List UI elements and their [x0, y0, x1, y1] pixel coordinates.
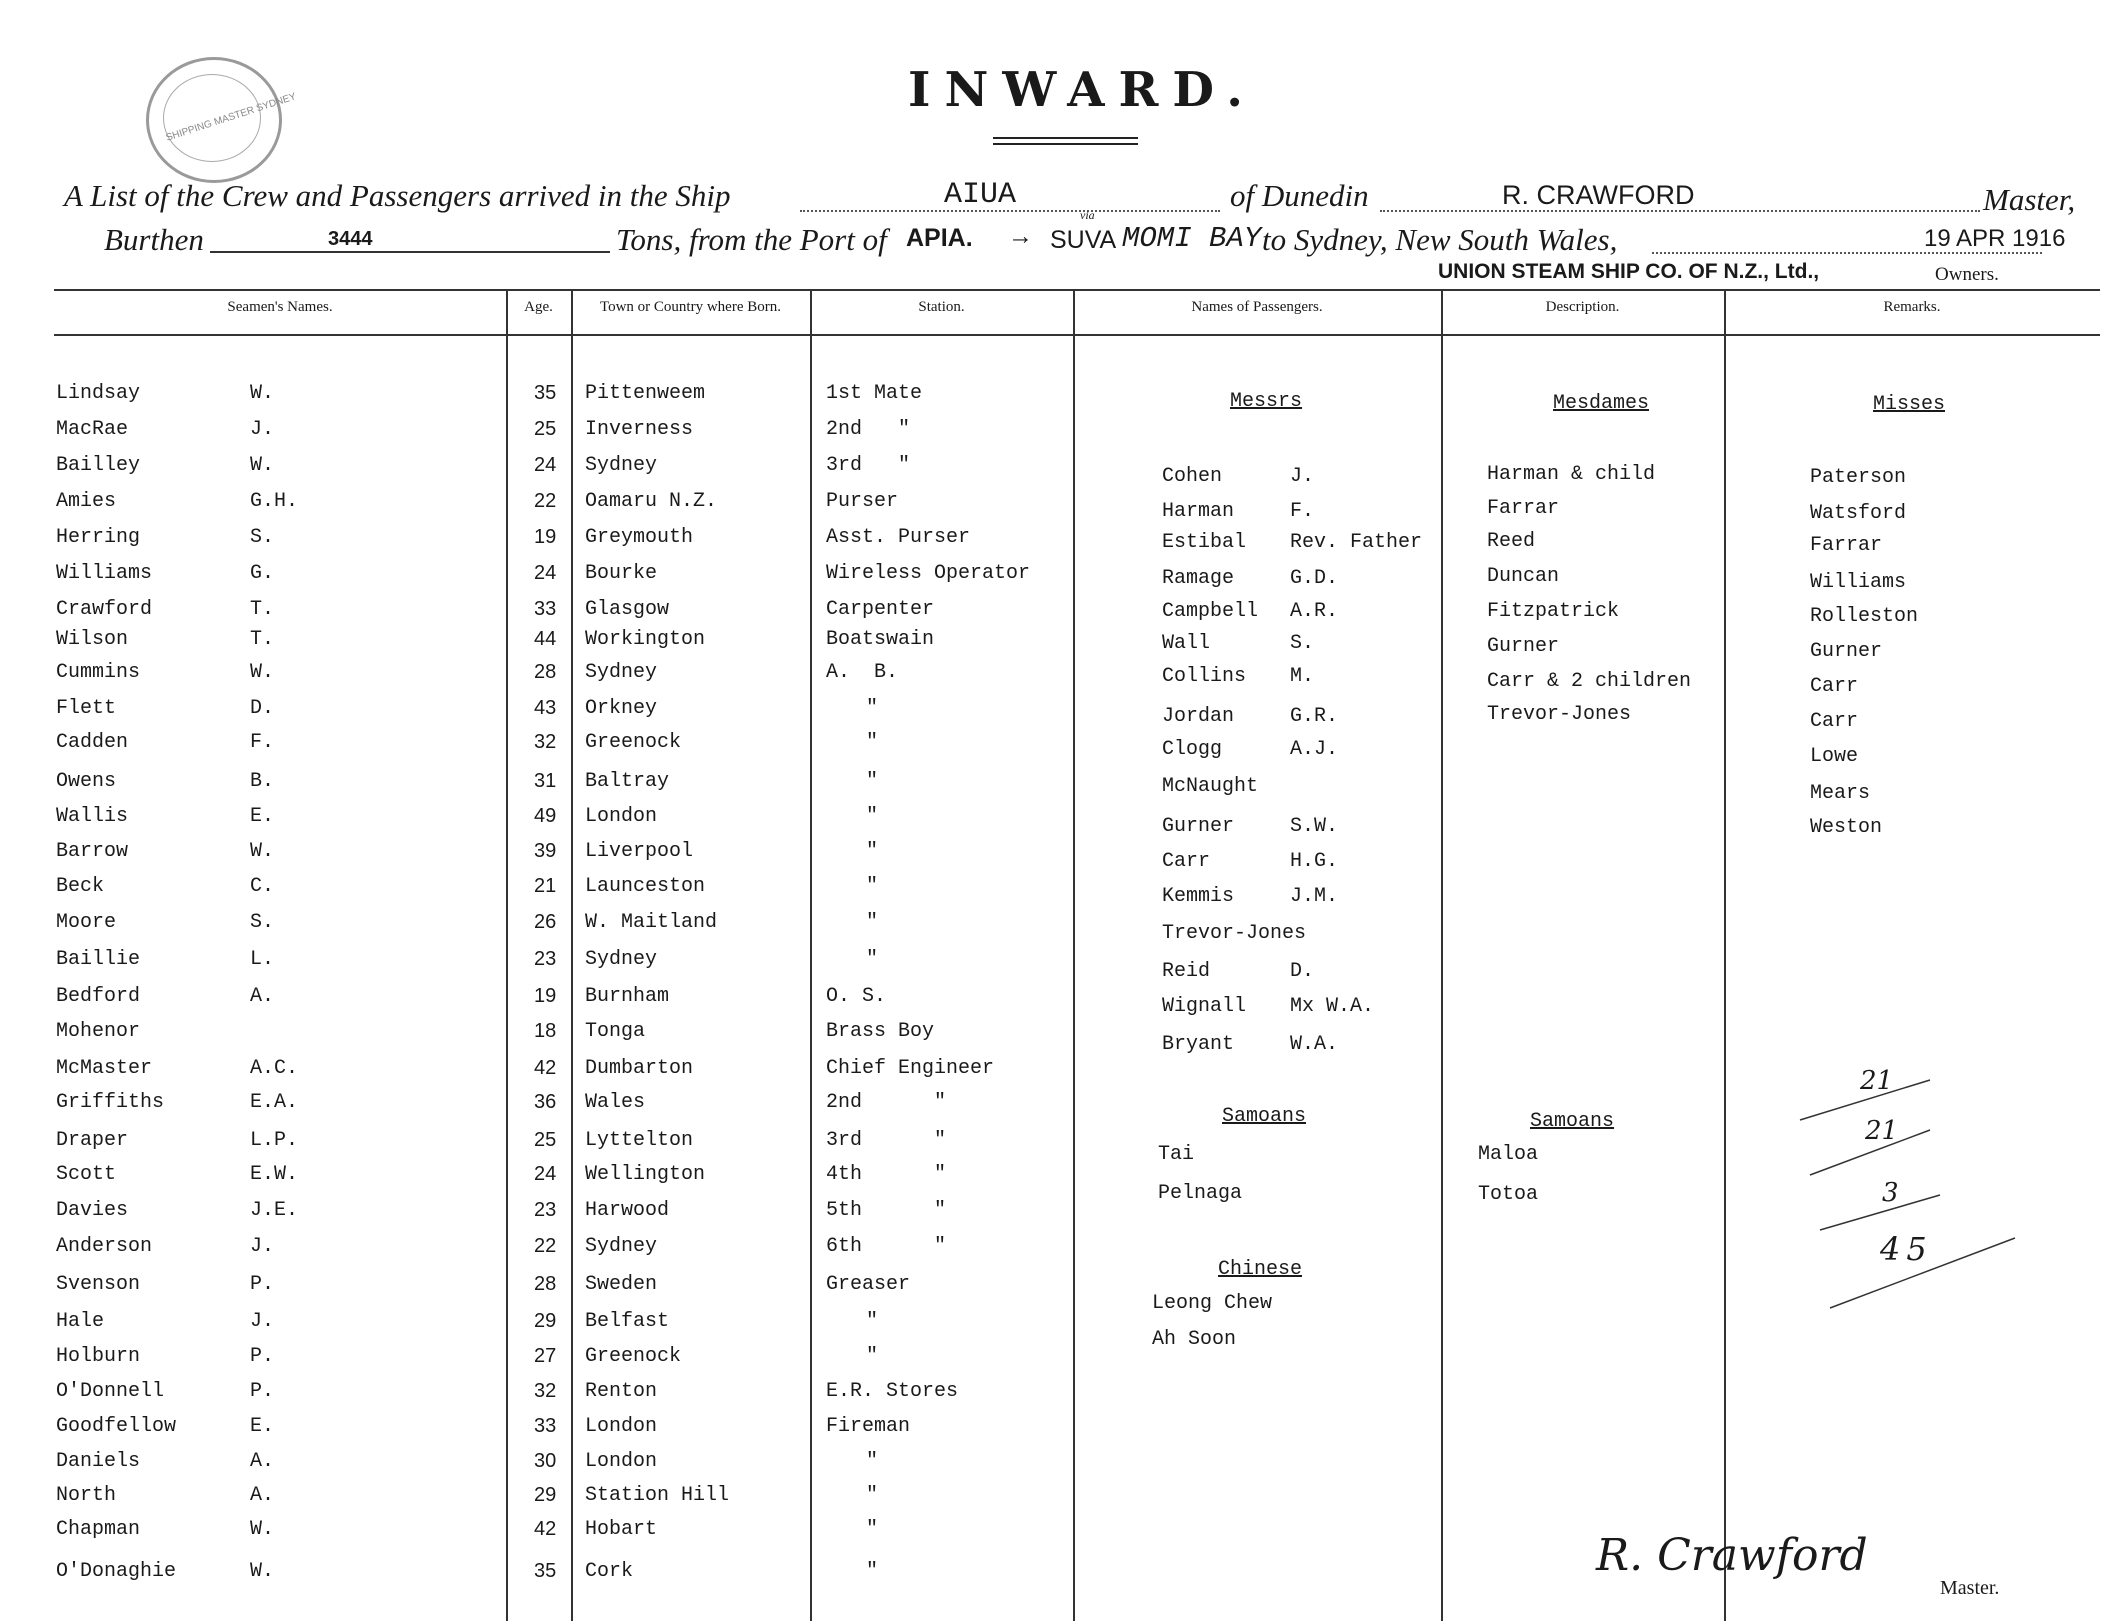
- crew-initial: W.: [250, 1560, 275, 1583]
- mesdames-passenger-name: Reed: [1487, 530, 1536, 553]
- crew-birthplace: Sweden: [585, 1273, 658, 1296]
- misses-passenger-name: Carr: [1810, 675, 1859, 698]
- crew-birthplace: Wellington: [585, 1163, 706, 1186]
- crew-birthplace: Belfast: [585, 1310, 670, 1333]
- crew-surname: Barrow: [56, 840, 129, 863]
- misses-passenger-name: Watsford: [1810, 502, 1907, 525]
- crew-surname: Scott: [56, 1163, 117, 1186]
- crew-surname: Flett: [56, 697, 117, 720]
- mesdames-passenger-name: Duncan: [1487, 565, 1560, 588]
- crew-initial: P.: [250, 1345, 275, 1368]
- crew-initial: P.: [250, 1380, 275, 1403]
- chinese-passenger-name: Leong Chew: [1152, 1292, 1273, 1315]
- crew-station: ": [866, 1345, 879, 1368]
- crew-initial: W.: [250, 840, 275, 863]
- mesdames-passenger-name: Harman & child: [1487, 463, 1656, 486]
- crew-surname: Chapman: [56, 1518, 141, 1541]
- title-rule-top: [993, 137, 1138, 139]
- mesdames-passenger-name: Farrar: [1487, 497, 1560, 520]
- crew-station: E.R. Stores: [826, 1380, 959, 1403]
- samoan-passenger-name: Pelnaga: [1158, 1182, 1243, 1205]
- messrs-passenger-name: Carr: [1162, 850, 1211, 873]
- crew-initial: S.: [250, 911, 275, 934]
- crew-birthplace: Baltray: [585, 770, 670, 793]
- crew-age: 29: [534, 1484, 557, 1506]
- col-divider-passengers: [1073, 290, 1075, 1621]
- crew-age: 23: [534, 948, 557, 970]
- misses-passenger-name: Carr: [1810, 710, 1859, 733]
- crew-initial: J.: [250, 1235, 275, 1258]
- crew-station: ": [866, 875, 879, 898]
- col-divider-description: [1441, 290, 1443, 1621]
- port-from: APIA.: [906, 224, 973, 252]
- crew-surname: Davies: [56, 1199, 129, 1222]
- crew-station: Fireman: [826, 1415, 911, 1438]
- crew-birthplace: Orkney: [585, 697, 658, 720]
- crew-age: 19: [534, 526, 557, 548]
- crew-birthplace: Workington: [585, 628, 706, 651]
- tally-value-3: 3: [1882, 1178, 1899, 1208]
- mesdames-heading: Mesdames: [1553, 392, 1650, 415]
- mesdames-passenger-name: Fitzpatrick: [1487, 600, 1620, 623]
- crew-initial: A.: [250, 1450, 275, 1473]
- crew-initial: W.: [250, 661, 275, 684]
- crew-station: 4th ": [826, 1163, 947, 1186]
- crew-surname: Cummins: [56, 661, 141, 684]
- crew-birthplace: Cork: [585, 1560, 634, 1583]
- crew-birthplace: Station Hill: [585, 1484, 730, 1507]
- crew-initial: D.: [250, 697, 275, 720]
- crew-initial: A.: [250, 985, 275, 1008]
- crew-birthplace: London: [585, 805, 658, 828]
- crew-station: ": [866, 840, 879, 863]
- crew-age: 39: [534, 840, 557, 862]
- crew-station: 5th ": [826, 1199, 947, 1222]
- title-rule-bottom: [993, 143, 1138, 145]
- crew-age: 33: [534, 598, 557, 620]
- crew-initial: E.: [250, 1415, 275, 1438]
- col-divider-station: [810, 290, 812, 1621]
- misses-passenger-name: Paterson: [1810, 466, 1907, 489]
- crew-age: 31: [534, 770, 557, 792]
- crew-birthplace: Tonga: [585, 1020, 646, 1043]
- route-arrow: →: [1008, 222, 1033, 250]
- misses-passenger-name: Gurner: [1810, 640, 1883, 663]
- col-head-passengers: Names of Passengers.: [1191, 299, 1323, 315]
- crew-age: 43: [534, 697, 557, 719]
- crew-surname: Mohenor: [56, 1020, 141, 1043]
- crew-surname: Wilson: [56, 628, 129, 651]
- owners-name: UNION STEAM SHIP CO. OF N.Z., Ltd.,: [1438, 260, 1820, 283]
- crew-age: 18: [534, 1020, 557, 1042]
- crew-station: O. S.: [826, 985, 887, 1008]
- messrs-passenger-name: Wignall: [1162, 995, 1247, 1018]
- of-port-label: of Dunedin: [1230, 178, 1369, 213]
- crew-age: 23: [534, 1199, 557, 1221]
- crew-initial: T.: [250, 628, 275, 651]
- col-head-age: Age.: [524, 299, 553, 315]
- crew-station: Wireless Operator: [826, 562, 1031, 585]
- messrs-passenger-initial: A.R.: [1290, 600, 1339, 623]
- crew-age: 25: [534, 418, 557, 440]
- crew-birthplace: W. Maitland: [585, 911, 718, 934]
- crew-initial: A.: [250, 1484, 275, 1507]
- master-signature: R. Crawford: [1596, 1530, 1868, 1581]
- col-divider-age: [506, 290, 508, 1621]
- messrs-passenger-initial: M.: [1290, 665, 1315, 688]
- crew-surname: O'Donnell: [56, 1380, 165, 1403]
- crew-birthplace: Pittenweem: [585, 382, 706, 405]
- crew-station: 3rd ": [826, 1129, 947, 1152]
- to-sydney-label: to Sydney, New South Wales,: [1262, 222, 1618, 257]
- crew-initial: W.: [250, 1518, 275, 1541]
- mesdames-passenger-name: Trevor-Jones: [1487, 703, 1632, 726]
- crew-birthplace: Burnham: [585, 985, 670, 1008]
- messrs-passenger-name: Estibal: [1162, 531, 1247, 554]
- misses-passenger-name: Farrar: [1810, 534, 1883, 557]
- crew-age: 24: [534, 454, 557, 476]
- crew-station: Purser: [826, 490, 899, 513]
- master-label: Master,: [1983, 182, 2076, 217]
- crew-station: Chief Engineer: [826, 1057, 995, 1080]
- crew-age: 27: [534, 1345, 557, 1367]
- crew-surname: Draper: [56, 1129, 129, 1152]
- misses-passenger-name: Weston: [1810, 816, 1883, 839]
- via-note: via: [1080, 208, 1095, 222]
- crew-initial: T.: [250, 598, 275, 621]
- crew-initial: E.: [250, 805, 275, 828]
- ship-name: AIUA: [944, 178, 1017, 212]
- crew-initial: S.: [250, 526, 275, 549]
- crew-surname: Lindsay: [56, 382, 141, 405]
- crew-surname: MacRae: [56, 418, 129, 441]
- crew-initial: E.A.: [250, 1091, 299, 1114]
- crew-birthplace: Greenock: [585, 1345, 682, 1368]
- crew-birthplace: Renton: [585, 1380, 658, 1403]
- crew-birthplace: London: [585, 1415, 658, 1438]
- crew-birthplace: Liverpool: [585, 840, 694, 863]
- burthen-label: Burthen: [104, 222, 204, 257]
- messrs-passenger-name: Gurner: [1162, 815, 1235, 838]
- col-divider-born: [571, 290, 573, 1621]
- crew-birthplace: Oamaru N.Z.: [585, 490, 718, 513]
- crew-initial: J.E.: [250, 1199, 299, 1222]
- messrs-passenger-initial: J.: [1290, 465, 1315, 488]
- crew-age: 36: [534, 1091, 557, 1113]
- crew-station: Carpenter: [826, 598, 935, 621]
- crew-birthplace: Hobart: [585, 1518, 658, 1541]
- port-suva: SUVA: [1050, 226, 1117, 254]
- col-head-born: Town or Country where Born.: [599, 299, 781, 315]
- tons-label: Tons, from the Port of: [616, 222, 887, 257]
- crew-surname: Amies: [56, 490, 117, 513]
- crew-station: ": [866, 948, 879, 971]
- crew-birthplace: Glasgow: [585, 598, 670, 621]
- crew-station: Boatswain: [826, 628, 935, 651]
- crew-surname: Daniels: [56, 1450, 141, 1473]
- crew-birthplace: Harwood: [585, 1199, 670, 1222]
- crew-station: ": [866, 697, 879, 720]
- crew-station: 1st Mate: [826, 382, 923, 405]
- chinese-heading: Chinese: [1218, 1258, 1303, 1281]
- crew-station: ": [866, 731, 879, 754]
- messrs-passenger-initial: F.: [1290, 500, 1315, 523]
- crew-initial: C.: [250, 875, 275, 898]
- crew-station: 2nd ": [826, 418, 911, 441]
- crew-birthplace: Sydney: [585, 948, 658, 971]
- crew-initial: J.: [250, 1310, 275, 1333]
- crew-surname: Bedford: [56, 985, 141, 1008]
- crew-surname: Griffiths: [56, 1091, 165, 1114]
- crew-birthplace: Sydney: [585, 454, 658, 477]
- crew-birthplace: Greymouth: [585, 526, 694, 549]
- crew-age: 32: [534, 731, 557, 753]
- messrs-passenger-name: Harman: [1162, 500, 1235, 523]
- misses-passenger-name: Lowe: [1810, 745, 1859, 768]
- messrs-passenger-name: Reid: [1162, 960, 1211, 983]
- crew-initial: J.: [250, 418, 275, 441]
- crew-station: ": [866, 911, 879, 934]
- crew-surname: Moore: [56, 911, 117, 934]
- crew-age: 24: [534, 1163, 557, 1185]
- tons-value: 3444: [328, 228, 373, 250]
- crew-station: ": [866, 1310, 879, 1333]
- crew-surname: Bailley: [56, 454, 141, 477]
- signature-master-label: Master.: [1940, 1577, 2000, 1599]
- messrs-passenger-name: Wall: [1162, 632, 1211, 655]
- tally-block: [1790, 1060, 2020, 1320]
- crew-initial: G.H.: [250, 490, 299, 513]
- crew-birthplace: Lyttelton: [585, 1129, 694, 1152]
- crew-initial: F.: [250, 731, 275, 754]
- crew-age: 42: [534, 1057, 557, 1079]
- messrs-passenger-name: Bryant: [1162, 1033, 1235, 1056]
- crew-initial: B.: [250, 770, 275, 793]
- chinese-passenger-name: Ah Soon: [1152, 1328, 1237, 1351]
- crew-initial: P.: [250, 1273, 275, 1296]
- crew-age: 28: [534, 661, 557, 683]
- crew-surname: Wallis: [56, 805, 129, 828]
- col-head-station: Station.: [918, 299, 965, 315]
- crew-station: 6th ": [826, 1235, 947, 1258]
- table-top-rule: [54, 289, 2100, 291]
- crew-age: 35: [534, 382, 557, 404]
- crew-station: ": [866, 1560, 879, 1583]
- samoan-description-name: Totoa: [1478, 1183, 1539, 1206]
- crew-surname: Goodfellow: [56, 1415, 177, 1438]
- crew-age: 42: [534, 1518, 557, 1540]
- crew-age: 26: [534, 911, 557, 933]
- messrs-passenger-initial: G.D.: [1290, 567, 1339, 590]
- messrs-passenger-name: Clogg: [1162, 738, 1223, 761]
- crew-surname: Williams: [56, 562, 153, 585]
- crew-birthplace: Sydney: [585, 661, 658, 684]
- messrs-passenger-initial: S.: [1290, 632, 1315, 655]
- messrs-passenger-initial: D.: [1290, 960, 1315, 983]
- stamp-text: SHIPPING MASTER SYDNEY: [164, 91, 298, 144]
- mesdames-passenger-name: Carr & 2 children: [1487, 670, 1692, 693]
- crew-initial: A.C.: [250, 1057, 299, 1080]
- samoan-passenger-name: Tai: [1158, 1143, 1195, 1166]
- messrs-passenger-initial: W.A.: [1290, 1033, 1339, 1056]
- crew-age: 21: [534, 875, 557, 897]
- crew-surname: North: [56, 1484, 117, 1507]
- crew-initial: G.: [250, 562, 275, 585]
- crew-surname: McMaster: [56, 1057, 153, 1080]
- crew-birthplace: Dumbarton: [585, 1057, 694, 1080]
- crew-surname: Anderson: [56, 1235, 153, 1258]
- messrs-passenger-name: Kemmis: [1162, 885, 1235, 908]
- samoans-heading-description: Samoans: [1530, 1110, 1615, 1133]
- crew-initial: L.: [250, 948, 275, 971]
- owners-label: Owners.: [1935, 264, 1999, 285]
- tally-value-1: 21: [1860, 1066, 1894, 1096]
- crew-birthplace: Launceston: [585, 875, 706, 898]
- crew-surname: Crawford: [56, 598, 153, 621]
- crew-age: 30: [534, 1450, 557, 1472]
- messrs-passenger-name: Campbell: [1162, 600, 1259, 623]
- messrs-passenger-initial: Rev. Father: [1290, 531, 1423, 554]
- tally-strokes: [1790, 1060, 2020, 1320]
- crew-age: 28: [534, 1273, 557, 1295]
- crew-surname: Cadden: [56, 731, 129, 754]
- crew-surname: O'Donaghie: [56, 1560, 177, 1583]
- crew-age: 22: [534, 490, 557, 512]
- master-name: R. CRAWFORD: [1502, 180, 1695, 210]
- crew-birthplace: Inverness: [585, 418, 694, 441]
- crew-age: 24: [534, 562, 557, 584]
- messrs-passenger-name: Ramage: [1162, 567, 1235, 590]
- messrs-passenger-name: McNaught: [1162, 775, 1259, 798]
- misses-passenger-name: Rolleston: [1810, 605, 1919, 628]
- crew-age: 33: [534, 1415, 557, 1437]
- port-momi: MOMI BAY: [1122, 222, 1262, 255]
- crew-station: ": [866, 1518, 879, 1541]
- messrs-passenger-name: Cohen: [1162, 465, 1223, 488]
- messrs-heading: Messrs: [1230, 390, 1303, 413]
- crew-birthplace: Greenock: [585, 731, 682, 754]
- mesdames-passenger-name: Gurner: [1487, 635, 1560, 658]
- samoan-description-name: Maloa: [1478, 1143, 1539, 1166]
- crew-birthplace: London: [585, 1450, 658, 1473]
- tally-value-4: 45: [1880, 1230, 1933, 1268]
- arrival-date: 19 APR 1916: [1924, 225, 2066, 252]
- messrs-passenger-initial: G.R.: [1290, 705, 1339, 728]
- misses-passenger-name: Williams: [1810, 571, 1907, 594]
- misses-passenger-name: Mears: [1810, 782, 1871, 805]
- crew-station: ": [866, 770, 879, 793]
- crew-station: Greaser: [826, 1273, 911, 1296]
- messrs-passenger-initial: S.W.: [1290, 815, 1339, 838]
- messrs-passenger-initial: Mx W.A.: [1290, 995, 1375, 1018]
- crew-station: ": [866, 1484, 879, 1507]
- messrs-passenger-initial: A.J.: [1290, 738, 1339, 761]
- crew-age: 25: [534, 1129, 557, 1151]
- messrs-passenger-name: Trevor-Jones: [1162, 922, 1307, 945]
- crew-birthplace: Wales: [585, 1091, 646, 1114]
- page-title: INWARD.: [908, 62, 1257, 118]
- crew-age: 19: [534, 985, 557, 1007]
- crew-initial: L.P.: [250, 1129, 299, 1152]
- crew-station: A. B.: [826, 661, 899, 684]
- crew-surname: Holburn: [56, 1345, 141, 1368]
- crew-age: 32: [534, 1380, 557, 1402]
- crew-station: 2nd ": [826, 1091, 947, 1114]
- crew-station: 3rd ": [826, 454, 911, 477]
- crew-surname: Hale: [56, 1310, 105, 1333]
- header-bottom-rule: [54, 334, 2100, 336]
- crew-station: Brass Boy: [826, 1020, 935, 1043]
- crew-surname: Baillie: [56, 948, 141, 971]
- misses-heading: Misses: [1873, 393, 1946, 416]
- crew-age: 35: [534, 1560, 557, 1582]
- samoans-heading-passengers: Samoans: [1222, 1105, 1307, 1128]
- crew-initial: E.W.: [250, 1163, 299, 1186]
- crew-surname: Owens: [56, 770, 117, 793]
- crew-station: Asst. Purser: [826, 526, 971, 549]
- col-divider-remarks: [1724, 290, 1726, 1621]
- col-head-description: Description.: [1545, 299, 1620, 315]
- crew-initial: W.: [250, 382, 275, 405]
- tons-underline: [210, 251, 610, 253]
- crew-station: ": [866, 1450, 879, 1473]
- messrs-passenger-initial: H.G.: [1290, 850, 1339, 873]
- messrs-passenger-initial: J.M.: [1290, 885, 1339, 908]
- crew-birthplace: Sydney: [585, 1235, 658, 1258]
- messrs-passenger-name: Collins: [1162, 665, 1247, 688]
- crew-age: 44: [534, 628, 557, 650]
- col-head-remarks: Remarks.: [1883, 299, 1941, 315]
- crew-surname: Svenson: [56, 1273, 141, 1296]
- messrs-passenger-name: Jordan: [1162, 705, 1235, 728]
- header-line1-prefix: A List of the Crew and Passengers arrived in the Ship: [64, 178, 731, 213]
- tally-value-2: 21: [1865, 1116, 1899, 1146]
- crew-age: 49: [534, 805, 557, 827]
- crew-station: ": [866, 805, 879, 828]
- crew-birthplace: Bourke: [585, 562, 658, 585]
- crew-age: 22: [534, 1235, 557, 1257]
- crew-surname: Herring: [56, 526, 141, 549]
- crew-surname: Beck: [56, 875, 105, 898]
- col-head-seamen: Seamen's Names.: [227, 299, 333, 315]
- crew-age: 29: [534, 1310, 557, 1332]
- crew-initial: W.: [250, 454, 275, 477]
